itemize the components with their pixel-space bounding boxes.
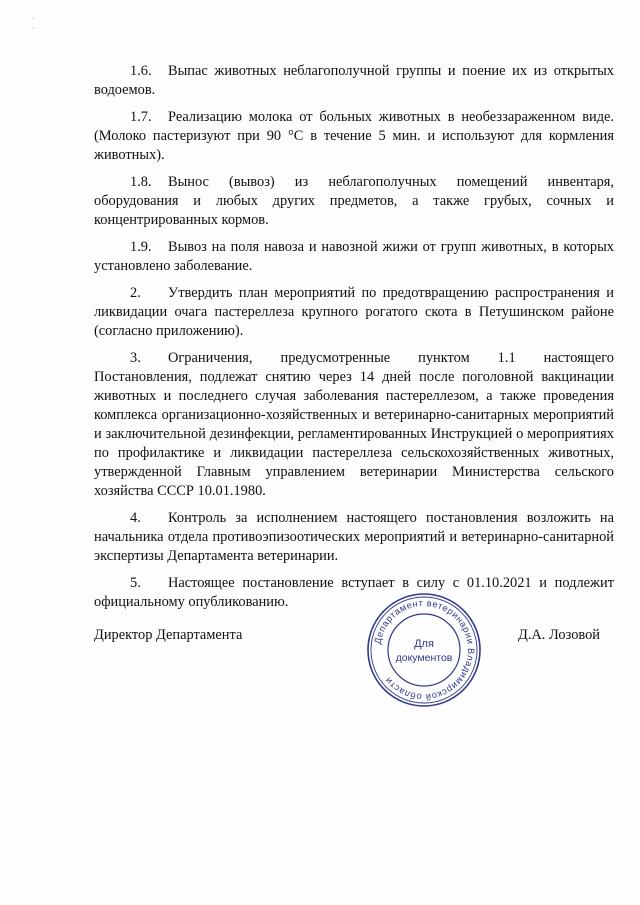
paragraph-1-9 bbox=[94, 238, 614, 276]
paragraph-2 bbox=[94, 284, 614, 341]
stamp-center-line1: Для bbox=[414, 638, 434, 650]
paragraph-number: 1.6. bbox=[130, 63, 152, 79]
paragraph-number: 2. bbox=[130, 285, 141, 301]
stamp-outer-ring-inner bbox=[371, 597, 477, 703]
paragraph-1-8 bbox=[94, 173, 614, 230]
paragraph-number: 1.9. bbox=[130, 239, 152, 255]
signatory-name: Д.А. Лозовой bbox=[518, 627, 600, 643]
stamp-seal-graphic bbox=[364, 590, 484, 710]
paragraph-text: Утвердить план мероприятий по предотвращению распространения и ликвидации очага пастереллеза крупного рогатого скота в Петушинском районе (согласно приложению). bbox=[94, 285, 614, 339]
stamp-inner-ring bbox=[388, 614, 460, 686]
paragraph-text: Реализацию молока от больных животных в необеззараженном виде. (Молоко пастеризуют при 90 °С в течение 5 мин. и используют для кормления животных). bbox=[94, 109, 614, 163]
paragraph-text: Вывоз на поля навоза и навозной жижи от групп животных, в которых установлено заболевание. bbox=[94, 239, 614, 274]
stamp-ring-textpath: Департамент ветеринарии Владимирской области bbox=[372, 597, 477, 703]
stamp-center-line2: документов bbox=[395, 652, 453, 664]
paragraph-number: 1.8. bbox=[130, 174, 152, 190]
paragraph-3 bbox=[94, 349, 614, 501]
scan-specks: · · bbox=[32, 14, 63, 33]
paragraph-text: Настоящее постановление вступает в силу с 01.10.2021 и подлежит официальному опубликованию. bbox=[94, 575, 614, 610]
official-stamp bbox=[364, 590, 484, 710]
signatory-title: Директор Департамента bbox=[94, 627, 243, 643]
stamp-outer-ring bbox=[368, 594, 480, 706]
paragraph-number: 5. bbox=[130, 575, 141, 591]
paragraph-5 bbox=[94, 574, 614, 612]
paragraph-4 bbox=[94, 509, 614, 566]
paragraph-text: Вынос (вывоз) из неблагополучных помещений инвентаря, оборудования и любых других предметов, а также грубых, сочных и концентрированных кормов. bbox=[94, 174, 614, 228]
paragraph-number: 3. bbox=[130, 350, 141, 366]
paragraph-number: 1.7. bbox=[130, 109, 152, 125]
paragraph-text: Выпас животных неблагополучной группы и поение их из открытых водоемов. bbox=[94, 63, 614, 98]
paragraph-number: 4. bbox=[130, 510, 141, 526]
paragraph-1-6 bbox=[94, 62, 614, 100]
paragraph-text: Контроль за исполнением настоящего постановления возложить на начальника отдела противоэпизоотических мероприятий и ветеринарно-санитарной экспертизы Департамента ветеринарии. bbox=[94, 510, 614, 564]
paragraph-1-7 bbox=[94, 108, 614, 165]
document-body bbox=[94, 62, 614, 620]
paragraph-text: Ограничения, предусмотренные пунктом 1.1 настоящего Постановления, подлежат снятию через 14 дней после поголовной вакцинации животных и последнего случая заболевания пастереллезом, а также проведения комплекса организационно-хозяйственных и ветеринарно-санитарных мероприятий и заключительной дезинфекции, регламентированных Инструкцией о мероприятиях по профилактике и ликвидации пастереллеза сельскохозяйственных животных, утвержденной Главным управлением ветеринарии Министерства сельского хозяйства СССР 10.01.1980. bbox=[94, 350, 614, 499]
